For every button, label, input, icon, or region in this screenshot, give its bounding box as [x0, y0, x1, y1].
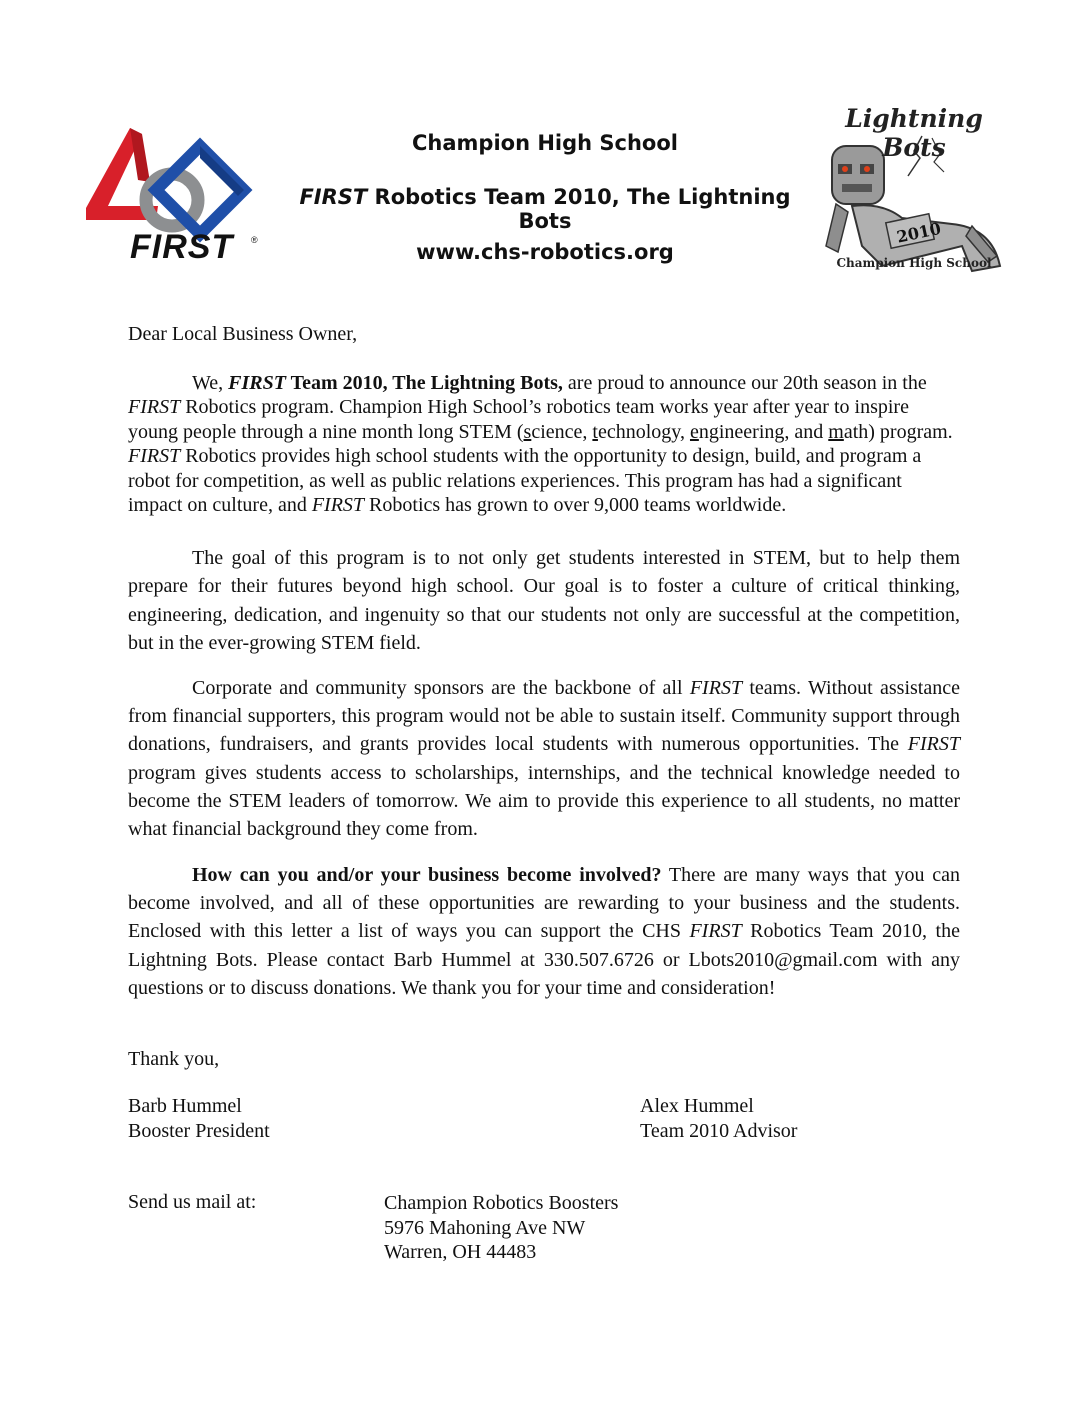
- mail-label: Send us mail at:: [128, 1191, 257, 1213]
- paragraph-2: [128, 544, 960, 657]
- p1-text: Robotics has grown to over 9,000 teams worldwide.: [364, 494, 787, 517]
- lightning-bots-title: Lightning Bots: [845, 104, 983, 162]
- p4-question: How can you and/or your business become involved?: [192, 864, 662, 886]
- p1-first: FIRST: [228, 372, 286, 394]
- p1-first: FIRST: [311, 494, 365, 517]
- p1-first: FIRST: [128, 445, 181, 468]
- website[interactable]: www.chs-robotics.org: [416, 240, 674, 264]
- mailing-address: [384, 1191, 784, 1265]
- team-name: [270, 185, 820, 233]
- p1-text: ngineering, and: [698, 420, 829, 443]
- p2-text: The goal of this program is to not only get students interested in STEM, but to help them prepare for their futures beyond high school. Our goal is to foster a culture of critical thinking, engineering, dedication, and ingenuity so that our students not only are successful at the competition, but in the ever-growing STEM field.: [128, 547, 960, 654]
- signature-right: [640, 1094, 940, 1143]
- p1-text: ath) program.: [843, 420, 953, 443]
- first-logo-text: FIRST: [130, 228, 234, 266]
- p4-text: There are many ways that you can become involved, and all of these opportunities are rewarding to your business and the students. Enclosed with this letter a list of ways you can support the CHS: [128, 864, 960, 943]
- team-prefix: FIRST: [299, 185, 368, 209]
- mail-line-1: Champion Robotics Boosters: [384, 1192, 619, 1214]
- p1-first: FIRST: [128, 396, 181, 419]
- signer-right-name: Alex Hummel: [640, 1095, 754, 1117]
- signer-left-name: Barb Hummel: [128, 1095, 242, 1117]
- mail-line-2: 5976 Mahoning Ave NW: [384, 1216, 586, 1239]
- mail-line-3: Warren, OH 44483: [384, 1241, 537, 1263]
- p1-text: Robotics provides high school students with the opportunity to design, build, and program a robot for competition, as well as public relations experiences. This program has had a significant impact on culture, and: [128, 445, 922, 517]
- p1-stem-letter: t: [592, 420, 598, 443]
- paragraph-4: [128, 861, 960, 1002]
- closing: Thank you,: [128, 1048, 220, 1070]
- p1-text: echnology,: [597, 420, 690, 443]
- registered-mark: ®: [251, 235, 258, 245]
- p4-first: FIRST: [689, 920, 742, 943]
- p1-text: Robotics program. Champion High School’s robotics team works year after year to inspire young people through a nine month long STEM (: [128, 396, 909, 443]
- lightning-bots-caption: Champion High School: [836, 256, 992, 270]
- p1-text: are proud to announce our 20th season in the: [562, 372, 927, 394]
- paragraph-1: [128, 371, 960, 517]
- signer-right-title: Team 2010 Advisor: [640, 1119, 798, 1142]
- p1-stem-letter: e: [689, 420, 699, 443]
- p1-team: Team 2010, The Lightning Bots,: [285, 372, 563, 394]
- team-rest: Robotics Team 2010, The Lightning Bots: [367, 185, 791, 233]
- p4-text: Robotics Team 2010, the Lightning Bots. Please contact Barb Hummel at 330.507.6726 or Lbots2010@gmail.com with any questions or to discuss donations. We thank you for your time and consideration!: [128, 920, 960, 999]
- school-name: Champion High School: [412, 131, 678, 155]
- signer-left-title: Booster President: [128, 1119, 270, 1142]
- salutation: Dear Local Business Owner,: [128, 323, 358, 345]
- p1-stem-letter: s: [523, 420, 532, 443]
- p1-stem-letter: m: [828, 420, 844, 443]
- lb-number: 2010: [895, 218, 943, 247]
- p3-first: FIRST: [689, 677, 743, 699]
- p3-text: Corporate and community sponsors are the backbone of all: [192, 677, 690, 699]
- p1-text: We,: [192, 372, 229, 394]
- p3-text: teams. Without assistance from financial supporters, this program would not be able to sustain itself. Community support through donations, fundraisers, and grants provides local students with numerous opportunities. The: [128, 677, 960, 756]
- p3-text: program gives students access to scholarships, internships, and the technical knowledge needed to become the STEM leaders of tomorrow. We aim to provide this experience to all students, no matter what financial background they come from.: [128, 761, 960, 841]
- p1-text: cience,: [531, 420, 593, 443]
- p3-first: FIRST: [907, 733, 960, 756]
- paragraph-3: [128, 674, 960, 843]
